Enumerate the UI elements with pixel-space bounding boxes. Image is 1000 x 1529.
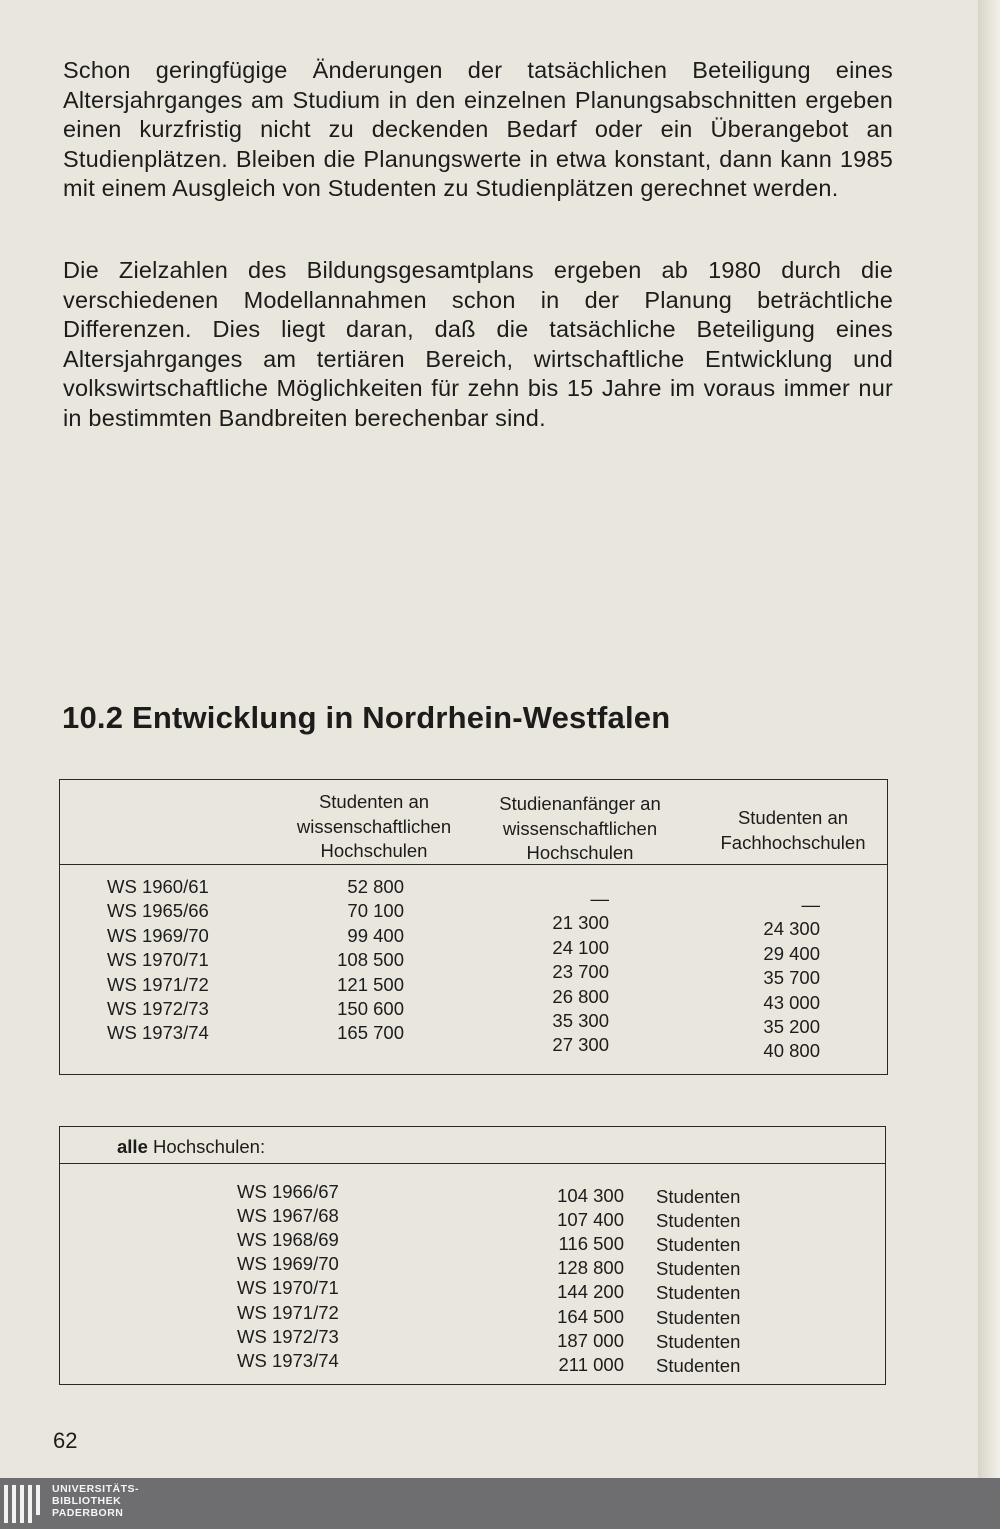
header-divider (60, 864, 887, 865)
studenten-wh-cell: 52 800 (347, 876, 404, 897)
anfaenger-wh-cell: 24 100 (552, 936, 609, 958)
studenten-wh-cell: 70 100 (347, 900, 404, 922)
column-header-studenten-wh: Studenten an wissenschaftlichen Hochschulen (296, 791, 452, 861)
page-number: 62 (53, 1428, 78, 1453)
unit-cell: Studenten (656, 1282, 741, 1304)
semester-cell: WS 1969/70 (237, 1253, 339, 1275)
studenten-wh-cell: 108 500 (337, 949, 404, 971)
unit-cell: Studenten (656, 1306, 741, 1328)
semester-cell: WS 1971/72 (107, 973, 209, 995)
student-count-cell: 128 800 (557, 1257, 624, 1279)
page-gutter (978, 0, 1000, 1478)
semester-cell: WS 1968/69 (237, 1229, 339, 1251)
semester-cell: WS 1960/61 (107, 876, 209, 897)
semester-cell: WS 1973/74 (237, 1349, 339, 1371)
paragraph-2: Die Zielzahlen des Bildungsgesamtplans ergeben ab 1980 durch die verschiedenen Modellannahmen schon in der Planung beträchtliche Differenzen. Dies liegt daran, daß die tatsächliche Beteiligung eines Altersjahrganges am tertiären Bereich, wirtschaftliche Entwicklung und volkswirtschaftliche Möglichkeiten für zehn bis 15 Jahre im voraus immer nur in bestimmten Bandbreiten berechenbar sind. (63, 257, 893, 431)
studenten-fh-cell: 40 800 (763, 1040, 820, 1062)
table-row (60, 1205, 885, 1232)
unit-cell: Studenten (656, 1234, 741, 1256)
table-row (60, 1350, 885, 1374)
semester-cell: WS 1970/71 (107, 949, 209, 971)
studenten-wh-cell: 150 600 (337, 998, 404, 1019)
studenten-wh-cell: 165 700 (337, 1022, 404, 1044)
studenten-wh-cell: 99 400 (347, 924, 404, 946)
unit-cell: Studenten (656, 1330, 741, 1352)
all-universities-table (59, 1126, 886, 1385)
semester-cell: WS 1966/67 (237, 1181, 339, 1202)
table-row (60, 1277, 885, 1304)
student-count-cell: 164 500 (557, 1305, 624, 1327)
unit-cell: Studenten (656, 1210, 741, 1232)
studenten-fh-cell: 43 000 (763, 991, 820, 1013)
unit-cell: Studenten (656, 1186, 741, 1207)
student-count-cell: 187 000 (557, 1329, 624, 1351)
studenten-fh-cell: — (801, 894, 820, 915)
table-row (60, 1229, 885, 1256)
semester-cell: WS 1972/73 (237, 1325, 339, 1347)
student-count-cell: 211 000 (558, 1353, 624, 1375)
table-row (60, 1022, 887, 1062)
semester-cell: WS 1969/70 (107, 924, 209, 946)
anfaenger-wh-cell: — (590, 888, 609, 909)
library-footer (0, 1478, 1000, 1529)
nrw-development-table (59, 779, 888, 1075)
anfaenger-wh-cell: 21 300 (552, 912, 609, 934)
library-logo-text: UNIVERSITÄTS- BIBLIOTHEK PADERBORN (52, 1483, 140, 1519)
table-row (60, 1326, 885, 1350)
table-row (60, 1302, 885, 1326)
anfaenger-wh-cell: 35 300 (552, 1010, 609, 1031)
student-count-cell: 104 300 (557, 1185, 624, 1206)
paragraph-1: Schon geringfügige Änderungen der tatsächlichen Beteiligung eines Altersjahrganges am Studium in den einzelnen Planungsabschnitten ergeben einen kurzfristig nicht zu deckenden Bedarf oder ein Überangebot an Studienplätzen. Bleiben die Planungswerte in etwa konstant, dann kann 1985 mit einem Ausgleich von Studenten zu Studienplätzen gerechnet werden. (63, 57, 893, 201)
student-count-cell: 116 500 (558, 1233, 624, 1255)
header-divider (60, 1163, 885, 1164)
section-heading: 10.2 Entwicklung in Nordrhein-Westfalen (62, 700, 671, 735)
semester-cell: WS 1972/73 (107, 998, 209, 1019)
column-header-anfaenger-wh: Studienanfänger an wissenschaftlichen Hochschulen (499, 793, 661, 863)
semester-cell: WS 1967/68 (237, 1205, 339, 1227)
table-row (60, 1181, 885, 1205)
studenten-fh-cell: 24 300 (763, 918, 820, 940)
column-header-studenten-fh: Studenten an Fachhochschulen (720, 807, 866, 853)
semester-cell: WS 1973/74 (107, 1022, 209, 1044)
semester-cell: WS 1970/71 (237, 1277, 339, 1299)
table-title: alle Hochschulen: (117, 1136, 266, 1157)
student-count-cell: 144 200 (557, 1281, 624, 1303)
studenten-fh-cell: 35 700 (763, 967, 820, 989)
unit-cell: Studenten (656, 1258, 741, 1280)
anfaenger-wh-cell: 23 700 (552, 961, 609, 983)
anfaenger-wh-cell: 26 800 (552, 985, 609, 1007)
unit-cell: Studenten (656, 1354, 741, 1376)
studenten-fh-cell: 35 200 (763, 1016, 820, 1037)
studenten-fh-cell: 29 400 (763, 942, 820, 964)
student-count-cell: 107 400 (557, 1209, 624, 1231)
semester-cell: WS 1965/66 (107, 900, 209, 922)
semester-cell: WS 1971/72 (237, 1301, 339, 1323)
studenten-wh-cell: 121 500 (337, 973, 404, 995)
table-row (60, 1253, 885, 1280)
anfaenger-wh-cell: 27 300 (552, 1034, 609, 1056)
